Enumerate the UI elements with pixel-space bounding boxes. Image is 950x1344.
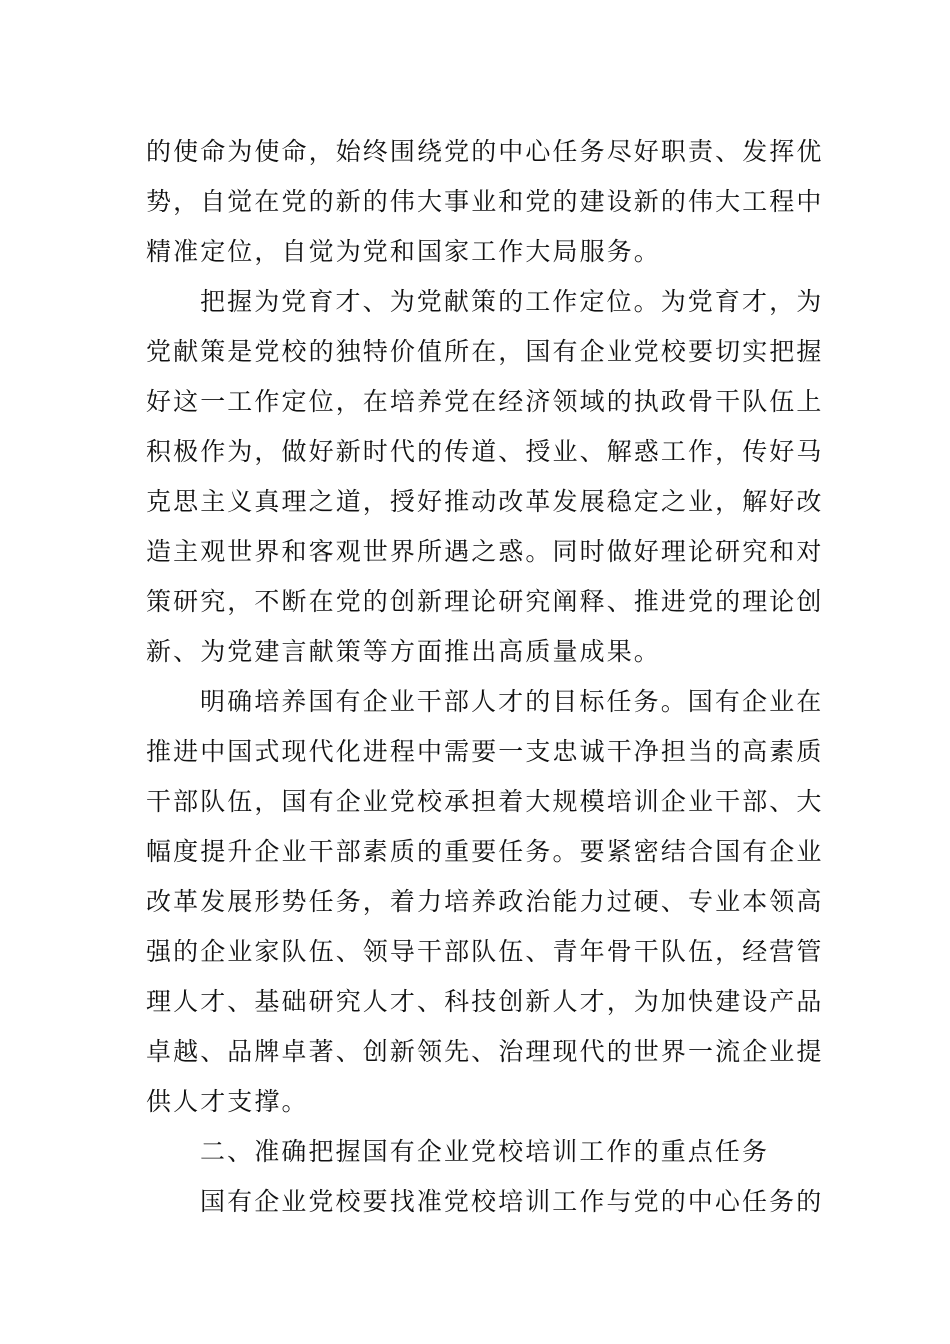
paragraph-2-line-5: 克思主义真理之道，授好推动改革发展稳定之业，解好改 bbox=[146, 487, 824, 516]
paragraph-3-line-2: 推进中国式现代化进程中需要一支忠诚干净担当的高素质 bbox=[146, 737, 824, 766]
paragraph-3-line-1: 明确培养国有企业干部人才的目标任务。国有企业在 bbox=[200, 687, 824, 716]
section-heading: 二、准确把握国有企业党校培训工作的重点任务 bbox=[200, 1137, 770, 1166]
paragraph-2-line-7: 策研究，不断在党的创新理论研究阐释、推进党的理论创 bbox=[146, 587, 824, 616]
paragraph-2-line-1: 把握为党育才、为党献策的工作定位。为党育才，为 bbox=[200, 287, 824, 316]
paragraph-2-line-6: 造主观世界和客观世界所遇之惑。同时做好理论研究和对 bbox=[146, 537, 824, 566]
paragraph-1-line-2: 势，自觉在党的新的伟大事业和党的建设新的伟大工程中 bbox=[146, 187, 824, 216]
paragraph-1-line-3: 精准定位，自觉为党和国家工作大局服务。 bbox=[146, 237, 661, 266]
paragraph-3-line-6: 强的企业家队伍、领导干部队伍、青年骨干队伍，经营管 bbox=[146, 937, 824, 966]
paragraph-3-line-3: 干部队伍，国有企业党校承担着大规模培训企业干部、大 bbox=[146, 787, 824, 816]
paragraph-3-line-5: 改革发展形势任务，着力培养政治能力过硬、专业本领高 bbox=[146, 887, 824, 916]
paragraph-3-line-8: 卓越、品牌卓著、创新领先、治理现代的世界一流企业提 bbox=[146, 1037, 824, 1066]
paragraph-1-line-1: 的使命为使命，始终围绕党的中心任务尽好职责、发挥优 bbox=[146, 137, 824, 166]
paragraph-2-line-3: 好这一工作定位，在培养党在经济领域的执政骨干队伍上 bbox=[146, 387, 824, 416]
paragraph-2-line-4: 积极作为，做好新时代的传道、授业、解惑工作，传好马 bbox=[146, 437, 824, 466]
paragraph-3-line-4: 幅度提升企业干部素质的重要任务。要紧密结合国有企业 bbox=[146, 837, 824, 866]
paragraph-2-line-8: 新、为党建言献策等方面推出高质量成果。 bbox=[146, 637, 661, 666]
paragraph-2-line-2: 党献策是党校的独特价值所在，国有企业党校要切实把握 bbox=[146, 337, 824, 366]
paragraph-3-line-7: 理人才、基础研究人才、科技创新人才，为加快建设产品 bbox=[146, 987, 824, 1016]
paragraph-3-line-9: 供人才支撑。 bbox=[146, 1087, 309, 1116]
paragraph-4-line-1: 国有企业党校要找准党校培训工作与党的中心任务的 bbox=[200, 1187, 824, 1216]
